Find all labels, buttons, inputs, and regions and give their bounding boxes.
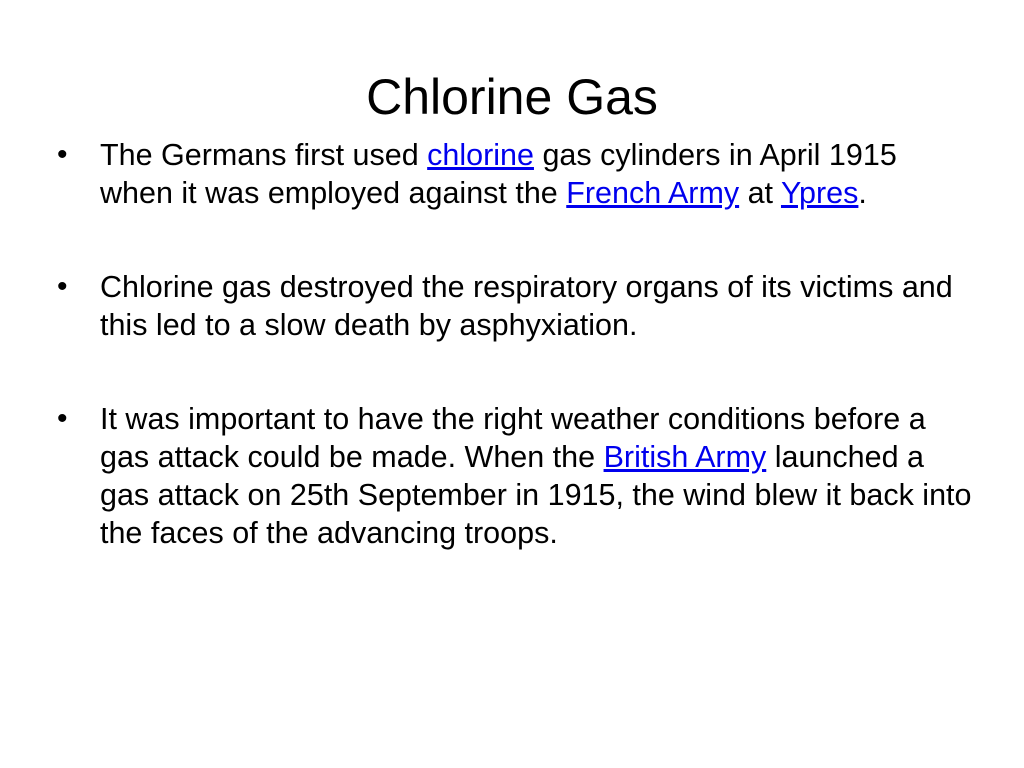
british-army-link[interactable]: British Army (603, 440, 767, 474)
bullet-2-text: Chlorine gas destroyed the respiratory organs of its victims and this led to a slow death by asphyxiation. (100, 270, 953, 342)
bullet-1-text-b: gas cylinders in April 1915 when it was employed against the (100, 138, 897, 210)
chlorine-link[interactable]: chlorine (427, 138, 534, 172)
bullet-1-text-c: at (739, 176, 781, 210)
slide-title: Chlorine Gas (366, 69, 658, 125)
bullet-dot-icon: • (57, 270, 68, 303)
bullet-item-2 (54, 268, 974, 344)
bullet-3-text-a: It was important to have the right weather conditions before a gas attack could be made. When the (100, 402, 926, 474)
bullet-list (54, 136, 974, 608)
bullet-1-text-a: The Germans first used (100, 138, 428, 172)
bullet-3-text-b: launched a gas attack on 25th September in 1915, the wind blew it back into the faces of the advancing troops. (100, 440, 972, 550)
bullet-dot-icon: • (57, 138, 68, 171)
bullet-1-text-d: . (858, 176, 867, 210)
bullet-dot-icon: • (57, 402, 68, 435)
bullet-item-3 (54, 400, 974, 552)
bullet-item-1 (54, 136, 974, 212)
ypres-link[interactable]: Ypres (780, 176, 859, 210)
french-army-link[interactable]: French Army (566, 176, 740, 210)
